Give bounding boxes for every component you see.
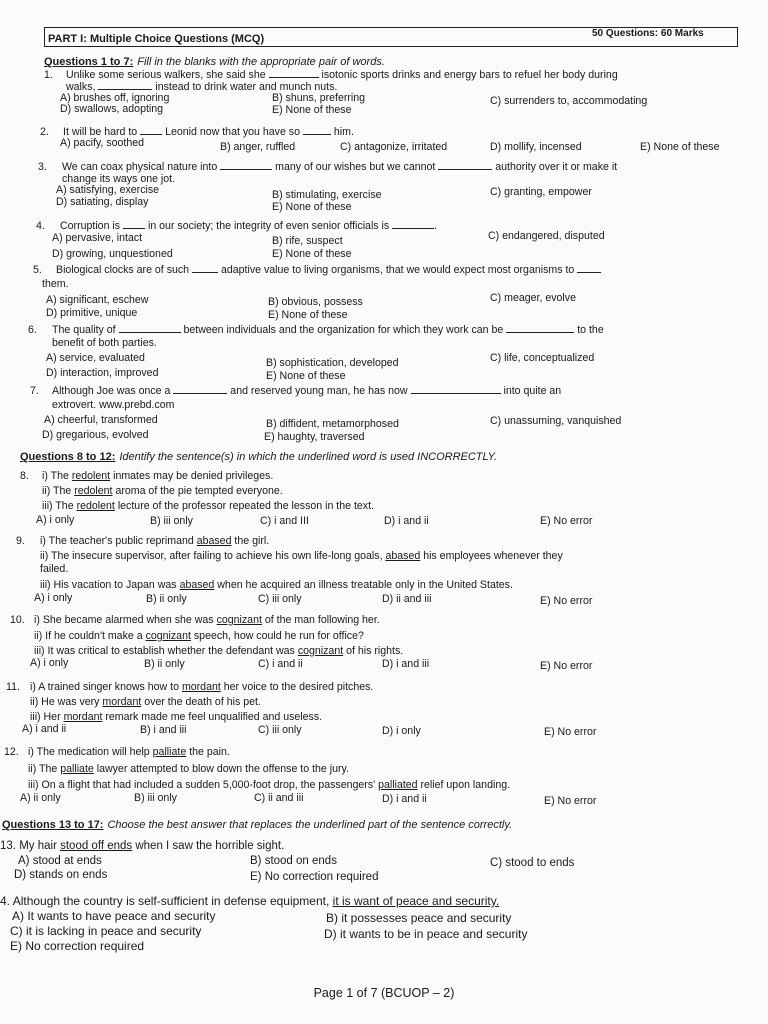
question-number: 1. (44, 69, 53, 81)
option-b[interactable]: B) rife, suspect (272, 235, 343, 247)
option-d[interactable]: D) growing, unquestioned (52, 248, 173, 260)
option-e[interactable]: E) No error (544, 726, 597, 738)
question-count: 50 Questions: 60 Marks (592, 28, 704, 39)
option-a[interactable]: A) pervasive, intact (52, 232, 143, 244)
sentence-ii: ii) If he couldn't make a cognizant speech, how could he run for office? (34, 630, 364, 642)
option-a[interactable]: A) cheerful, transformed (44, 414, 158, 426)
option-d[interactable]: D) primitive, unique (46, 307, 138, 319)
option-a[interactable]: A) i only (36, 514, 75, 526)
option-d[interactable]: D) it wants to be in peace and security (324, 927, 528, 941)
question-number: 5. (33, 264, 42, 276)
question-text: Although Joe was once a and reserved young man, he has now into quite an (52, 385, 562, 397)
question-number: 10. (10, 614, 25, 626)
option-d[interactable]: D) i only (382, 725, 421, 737)
sentence-i: i) A trained singer knows how to mordant her voice to the desired pitches. (30, 681, 374, 693)
option-b[interactable]: B) shuns, preferring (272, 92, 366, 104)
section-heading-2 (20, 451, 497, 463)
question-number: 4. (36, 220, 45, 232)
option-b[interactable]: B) diffident, metamorphosed (266, 418, 399, 430)
option-e[interactable]: E) None of these (640, 141, 720, 153)
option-e[interactable]: E) None of these (272, 104, 352, 116)
option-b[interactable]: B) stood on ends (250, 855, 337, 867)
question-number: 11. (6, 681, 20, 693)
option-c[interactable]: C) it is lacking in peace and security (10, 924, 202, 938)
section-instruction: Choose the best answer that replaces the underlined part of the sentence correctly. (107, 819, 513, 831)
sentence-iii: iii) The redolent lecture of the professor repeated the lesson in the text. (42, 500, 374, 512)
option-a[interactable]: A) pacify, soothed (60, 137, 145, 149)
option-d[interactable]: D) satiating, display (56, 196, 149, 208)
sentence-ii: ii) The insecure supervisor, after failing to achieve his own life-long goals, abased his employees whenever they (40, 550, 563, 562)
question-text-cont: walks, instead to drink water and munch nuts. (66, 81, 338, 93)
option-e[interactable]: E) No correction required (10, 939, 145, 953)
question-text-cont: them. (42, 278, 69, 290)
question-text: Corruption is in our society; the integrity of even senior officials is . (60, 220, 438, 232)
option-c[interactable]: C) unassuming, vanquished (490, 415, 622, 427)
option-e[interactable]: E) No error (540, 595, 593, 607)
option-b[interactable]: B) ii only (144, 658, 185, 670)
question-text: Unlike some serious walkers, she said she isotonic sports drinks and energy bars to refuel her body during (66, 69, 618, 81)
option-b[interactable]: B) stimulating, exercise (272, 189, 382, 201)
option-d[interactable]: D) mollify, incensed (490, 141, 582, 153)
question-number: 12. (4, 746, 19, 758)
question-text: Biological clocks are of such adaptive value to living organisms, that we would expect most organisms to (56, 265, 601, 277)
page-footer: Page 1 of 7 (BCUOP – 2) (313, 986, 455, 1000)
sentence-ii-cont: failed. (40, 563, 69, 575)
option-b[interactable]: B) iii only (134, 792, 177, 804)
option-e[interactable]: E) No correction required (250, 871, 379, 883)
option-c[interactable]: C) antagonize, irritated (340, 141, 448, 153)
question-number: 2. (40, 126, 49, 138)
option-e[interactable]: E) None of these (272, 248, 352, 260)
option-a[interactable]: A) service, evaluated (46, 352, 145, 364)
section-instruction: Fill in the blanks with the appropriate pair of words. (137, 56, 385, 68)
watermark-text: www.prebd.com (99, 399, 175, 411)
option-b[interactable]: B) it possesses peace and security (326, 911, 512, 925)
option-e[interactable]: E) No error (540, 515, 593, 527)
option-a[interactable]: A) It wants to have peace and security (12, 909, 216, 923)
option-c[interactable]: C) meager, evolve (490, 292, 576, 304)
section-range: Questions 1 to 7: (44, 56, 134, 68)
option-c[interactable]: C) i and ii (258, 658, 303, 670)
option-b[interactable]: B) obvious, possess (268, 296, 363, 308)
sentence-i: i) The redolent inmates may be denied privileges. (42, 470, 274, 482)
option-a[interactable]: A) ii only (20, 792, 61, 804)
option-c[interactable]: C) endangered, disputed (488, 230, 605, 242)
option-e[interactable]: E) None of these (266, 370, 346, 382)
question-text: We can coax physical nature into many of our wishes but we cannot authority over it or make it (62, 161, 618, 173)
option-e[interactable]: E) None of these (272, 201, 352, 213)
sentence-iii: iii) On a flight that had included a sudden 5,000-foot drop, the passengers' palliated relief upon landing. (28, 779, 511, 791)
option-d[interactable]: D) i and iii (382, 658, 430, 670)
section-heading-1 (44, 56, 385, 68)
sentence-iii: iii) It was critical to establish whether the defendant was cognizant of his rights. (34, 645, 404, 657)
option-c[interactable]: C) stood to ends (490, 857, 575, 869)
question-text: 4. Although the country is self-sufficient in defense equipment, it is want of peace and security. (0, 894, 500, 908)
option-a[interactable]: A) satisfying, exercise (56, 184, 160, 196)
option-b[interactable]: B) sophistication, developed (266, 357, 399, 369)
option-c[interactable]: C) life, conceptualized (490, 352, 595, 364)
option-e[interactable]: E) haughty, traversed (264, 431, 365, 443)
option-d[interactable]: D) stands on ends (14, 869, 108, 881)
option-a[interactable]: A) i only (34, 592, 73, 604)
option-d[interactable]: D) interaction, improved (46, 367, 159, 379)
option-d[interactable]: D) ii and iii (382, 593, 432, 605)
question-text: It will be hard to Leonid now that you have so him. (63, 126, 354, 138)
option-b[interactable]: B) iii only (150, 515, 193, 527)
question-text: The quality of between individuals and the organization for which they work can be to the (52, 324, 604, 336)
sentence-ii: ii) The palliate lawyer attempted to blow down the offense to the jury. (28, 763, 349, 775)
sentence-ii: ii) He was very mordant over the death of his pet. (30, 696, 261, 708)
section-range: Questions 13 to 17: (2, 819, 104, 831)
option-e[interactable]: E) None of these (268, 309, 348, 321)
question-text: 13. My hair stood off ends when I saw the horrible sight. (0, 840, 285, 852)
option-c[interactable]: C) iii only (258, 593, 302, 605)
sentence-i: i) She became alarmed when she was cognizant of the man following her. (34, 614, 380, 626)
option-d[interactable]: D) swallows, adopting (60, 103, 164, 115)
question-number: 8. (20, 470, 29, 482)
option-d[interactable]: D) i and ii (382, 793, 427, 805)
option-c[interactable]: C) surrenders to, accommodating (490, 95, 648, 107)
question-number: 9. (16, 535, 25, 547)
option-a[interactable]: A) i only (30, 657, 69, 669)
section-instruction: Identify the sentence(s) in which the underlined word is used INCORRECTLY. (119, 451, 498, 463)
option-b[interactable]: B) i and iii (140, 724, 187, 736)
option-e[interactable]: E) No error (540, 660, 593, 672)
part-title: PART I: Multiple Choice Questions (MCQ) (48, 33, 265, 45)
option-b[interactable]: B) anger, ruffled (220, 141, 296, 153)
option-c[interactable]: C) iii only (258, 724, 302, 736)
sentence-i: i) The medication will help palliate the pain. (28, 746, 230, 758)
sentence-iii: iii) His vacation to Japan was abased when he acquired an illness treatable only in the United States. (40, 579, 513, 591)
option-a[interactable]: A) stood at ends (18, 855, 102, 867)
option-c[interactable]: C) ii and iii (254, 792, 304, 804)
question-number: 7. (30, 385, 39, 397)
section-heading-3 (2, 819, 512, 831)
option-c[interactable]: C) granting, empower (490, 186, 592, 198)
option-d[interactable]: D) i and ii (384, 515, 429, 527)
question-text-cont: benefit of both parties. (52, 337, 157, 349)
question-number: 13. (0, 840, 16, 852)
sentence-iii: iii) Her mordant remark made me feel unqualified and useless. (30, 711, 323, 723)
question-number: 3. (38, 161, 47, 173)
section-range: Questions 8 to 12: (20, 451, 116, 463)
question-number: 6. (28, 324, 37, 336)
sentence-ii: ii) The redolent aroma of the pie tempted everyone. (42, 485, 283, 497)
option-e[interactable]: E) No error (544, 795, 597, 807)
option-a[interactable]: A) brushes off, ignoring (60, 92, 170, 104)
option-a[interactable]: A) significant, eschew (46, 294, 149, 306)
question-text-cont: change its ways one jot. (62, 173, 176, 185)
option-d[interactable]: D) gregarious, evolved (42, 429, 149, 441)
option-a[interactable]: A) i and ii (22, 723, 67, 735)
option-c[interactable]: C) i and III (260, 515, 309, 527)
question-text-cont: extrovert. www.prebd.com (52, 399, 175, 411)
question-number: 4. (0, 894, 11, 908)
sentence-i: i) The teacher's public reprimand abased the girl. (40, 535, 270, 547)
option-b[interactable]: B) ii only (146, 593, 187, 605)
